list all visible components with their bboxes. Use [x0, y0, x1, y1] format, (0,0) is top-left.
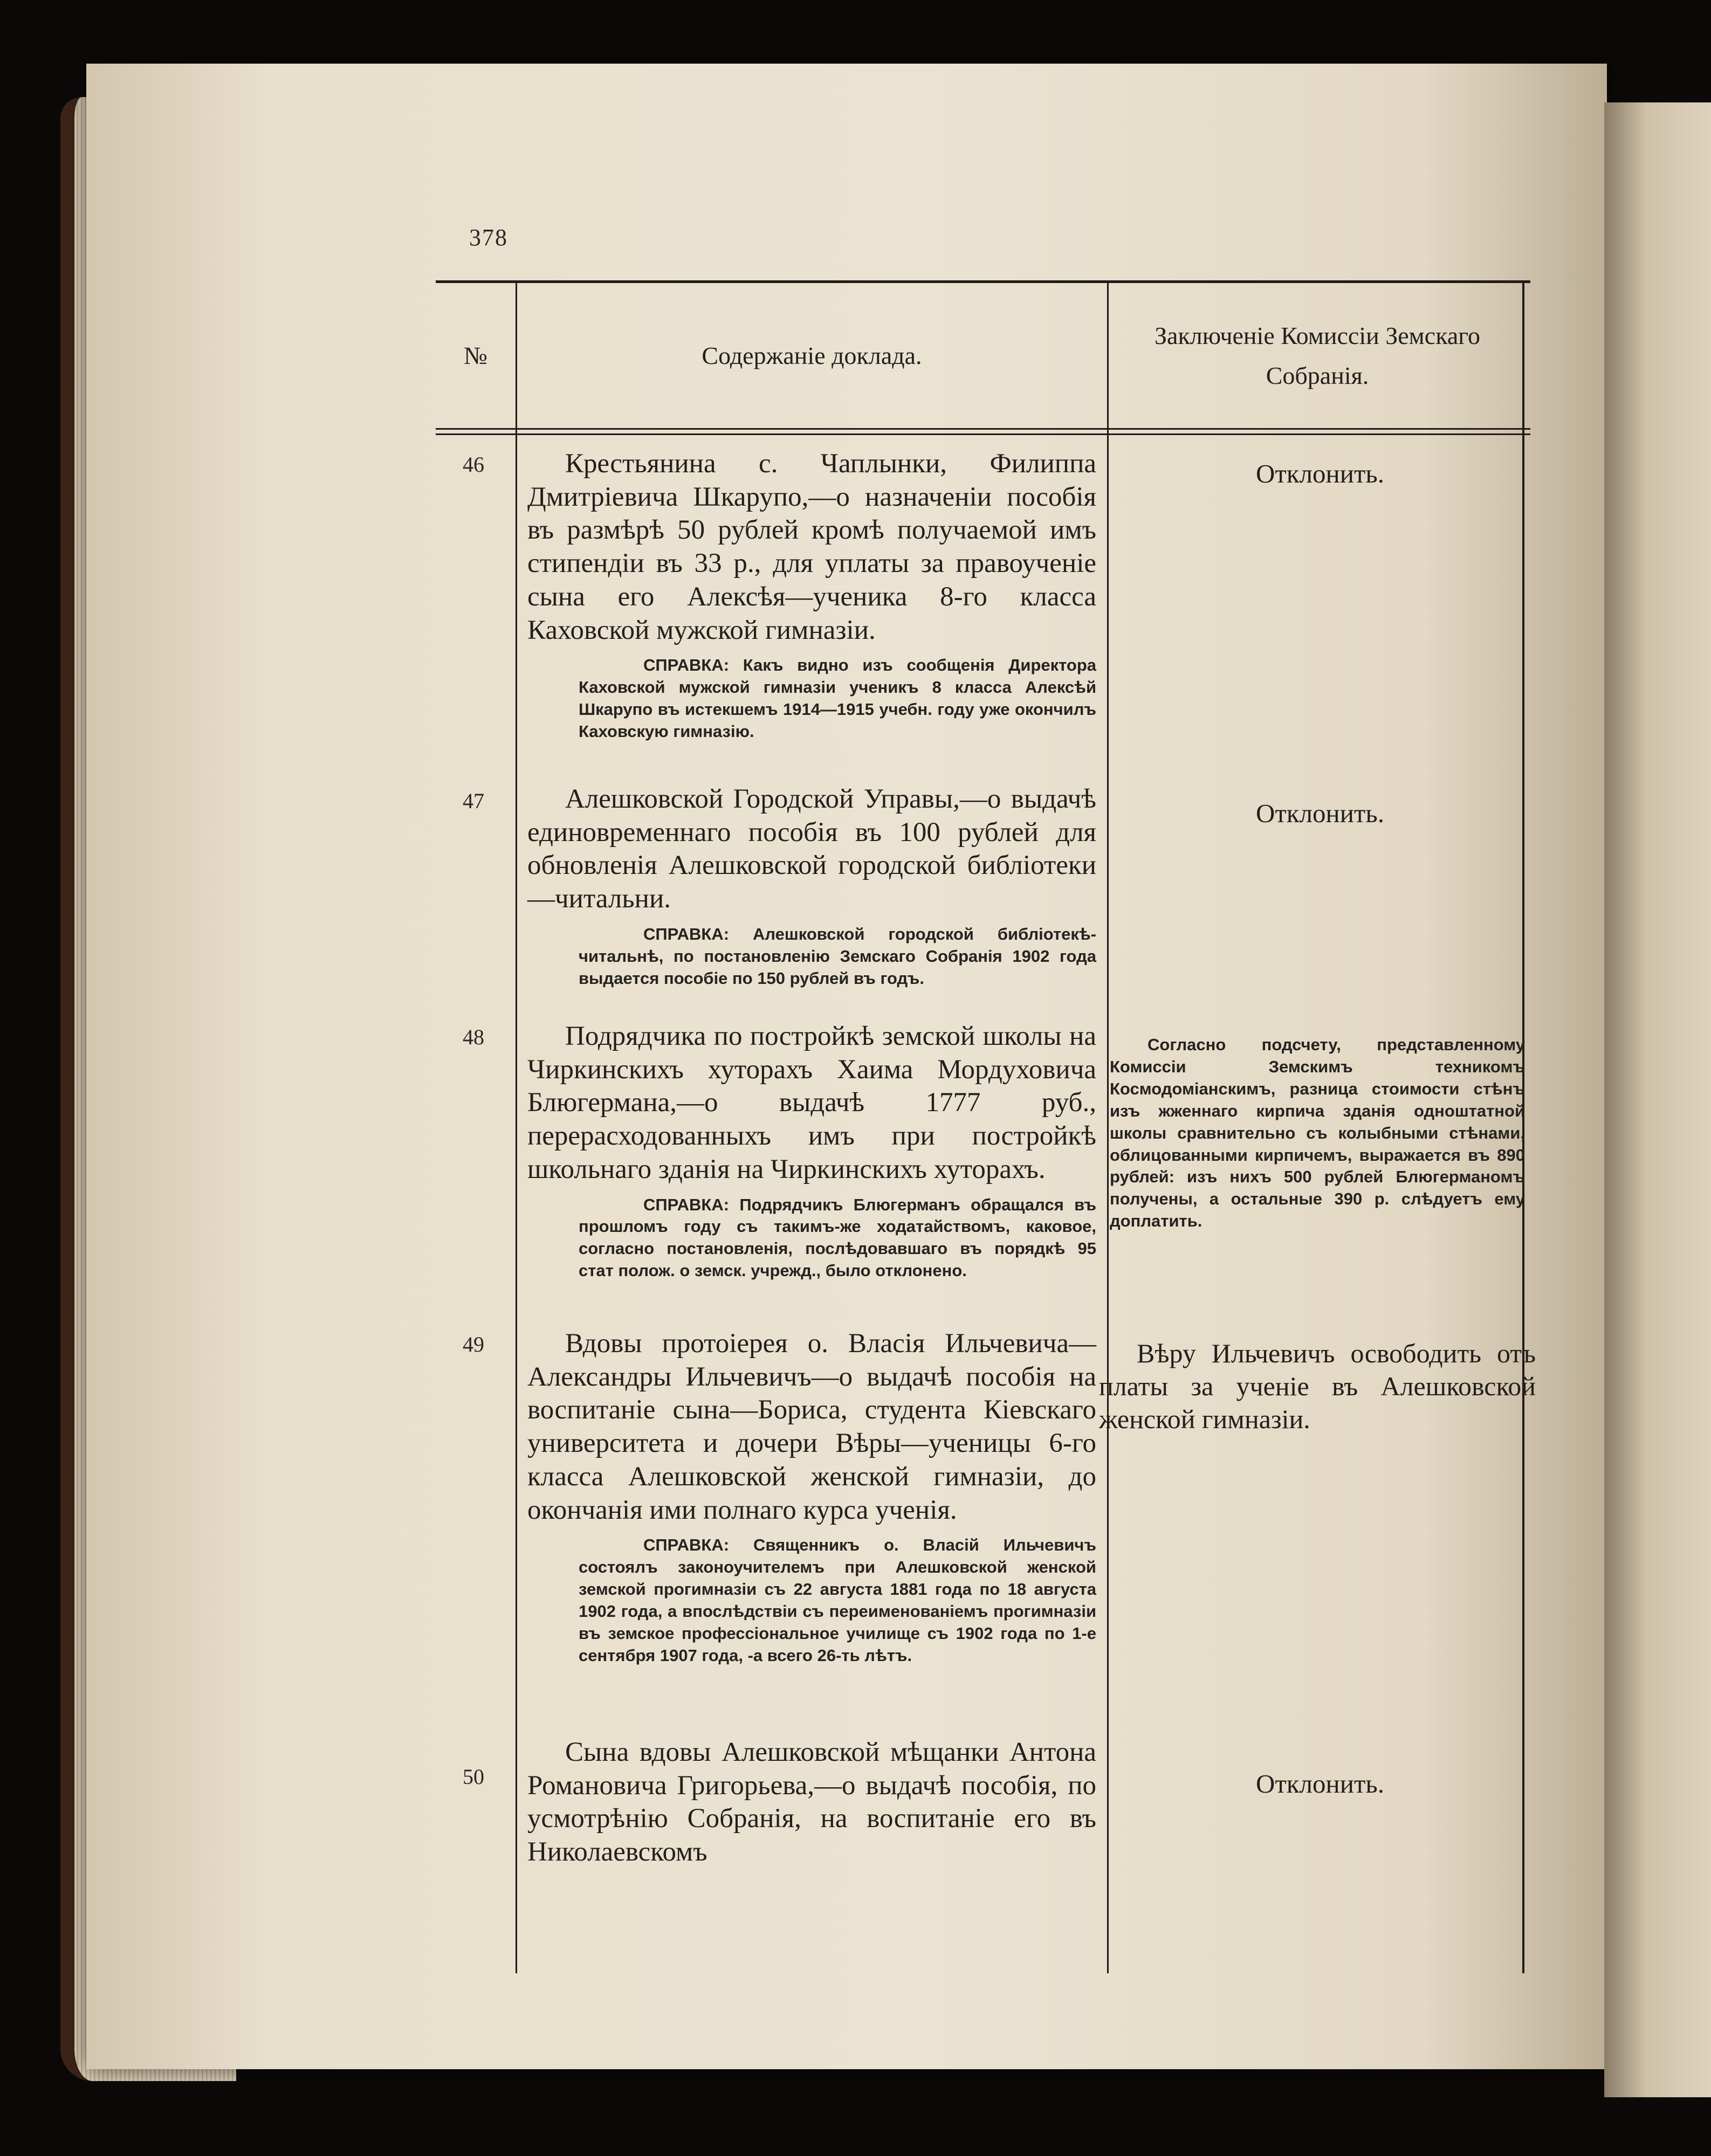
row-conclusion: Согласно подсчету, представленному Комиссіи Земскимъ техникомъ Космодоміанскимъ, разница стоимости стѣнъ изъ жженнаго кирпича зданія одноштатной школы сравнительно съ колыбными стѣнами, облицованными кирпичемъ, выражается въ 890 рублей: изъ нихъ 500 рублей Блюгерманомъ получены, а остальные 390 р. слѣдуетъ ему доплатить.	[1110, 1035, 1525, 1231]
row-content	[527, 1327, 1096, 1667]
row-content	[527, 1020, 1096, 1282]
page-number: 378	[469, 224, 508, 251]
row-conclusion: Отклонить.	[1255, 1769, 1384, 1799]
reference-note: СПРАВКА: Подрядчикъ Блюгерманъ обращался въ прошломъ году съ такимъ-же ходатайствомъ, каковое, согласно постановленія, послѣдовавшаго въ порядкѣ 95 стат полож. о земск. учрежд., было отклонено.	[579, 1195, 1096, 1280]
facing-page-edge	[1604, 102, 1711, 2097]
header-rule	[436, 428, 1530, 430]
column-rule-2	[1107, 280, 1109, 1973]
row-conclusion: Отклонить.	[1255, 459, 1384, 488]
header-rule-double	[436, 433, 1530, 435]
header-conclusion: Заключеніе Комиссіи Земскаго Собранія.	[1155, 322, 1480, 389]
petition-text: Подрядчика по постройкѣ земской школы на Чиркинскихъ хуторахъ Хаима Мордуховича Блюгермана,—о выдачѣ 1777 руб., перерасходованныхъ имъ при постройкѣ школьнаго зданія на Чиркинскихъ хуторахъ.	[527, 1021, 1096, 1184]
header-number: №	[464, 342, 487, 370]
petition-text: Алешковской Городской Управы,—о выдачѣ единовременнаго пособія въ 100 рублей для обновленія Алешковской городской библіотеки—читальни.	[527, 784, 1096, 914]
top-rule	[436, 280, 1530, 283]
report-table	[436, 280, 1536, 1973]
petition-text: Крестьянина с. Чаплынки, Филиппа Дмитріевича Шкарупо,—о назначеніи пособія въ размѣрѣ 50 рублей кромѣ получаемой имъ стипендіи въ 33 р., для уплаты за правоученіе сына его Алексѣя—ученика 8-го класса Каховской мужской гимназіи.	[527, 449, 1096, 645]
row-conclusion: Вѣру Ильчевичъ освободить отъ платы за ученіе въ Алешковской женской гимназіи.	[1099, 1338, 1536, 1434]
petition-text: Вдовы протоіерея о. Власія Ильчевича—Александры Ильчевичъ—о выдачѣ пособія на воспитаніе сына—Бориса, студента Кіевскаго университета и дочери Вѣры—ученицы 6-го класса Алешковской женской гимназіи, до окончанія ими полнаго курса ученія.	[527, 1328, 1096, 1525]
petition-text: Сына вдовы Алешковской мѣщанки Антона Романовича Григорьева,—о выдачѣ пособія, по усмотрѣнію Собранія, на воспитаніе его въ Николаевскомъ	[527, 1737, 1096, 1868]
row-content	[527, 447, 1096, 743]
row-number: 49	[463, 1332, 484, 1356]
row-number: 50	[463, 1765, 484, 1789]
reference-note: СПРАВКА: Алешковской городской библіотекѣ-читальнѣ, по постановленію Земскаго Собранія 1902 года выдается пособіе по 150 рублей въ годъ.	[579, 924, 1096, 988]
row-content	[527, 1736, 1096, 1869]
row-conclusion: Отклонить.	[1255, 798, 1384, 828]
row-number: 46	[463, 452, 484, 477]
reference-note: СПРАВКА: Священникъ о. Власій Ильчевичъ состоялъ законоучителемъ при Алешковской женской земской прогимназіи съ 22 августа 1881 года по 18 августа 1902 года, а впослѣдствіи съ переименованіемъ прогимназіи въ земское профессіональное училище съ 1902 года по 1-е сентября 1907 года, -а всего 26-ть лѣтъ.	[579, 1535, 1096, 1665]
row-number: 47	[463, 789, 484, 813]
row-content	[527, 783, 1096, 990]
reference-note: СПРАВКА: Какъ видно изъ сообщенія Директора Каховской мужской гимназіи ученикъ 8 класса Алексѣй Шкарупо въ истекшемъ 1914—1915 учебн. году уже окончилъ Каховскую гимназію.	[579, 656, 1096, 741]
column-rule-1	[516, 280, 517, 1973]
row-number: 48	[463, 1025, 484, 1049]
header-content: Содержаніе доклада.	[702, 342, 922, 370]
